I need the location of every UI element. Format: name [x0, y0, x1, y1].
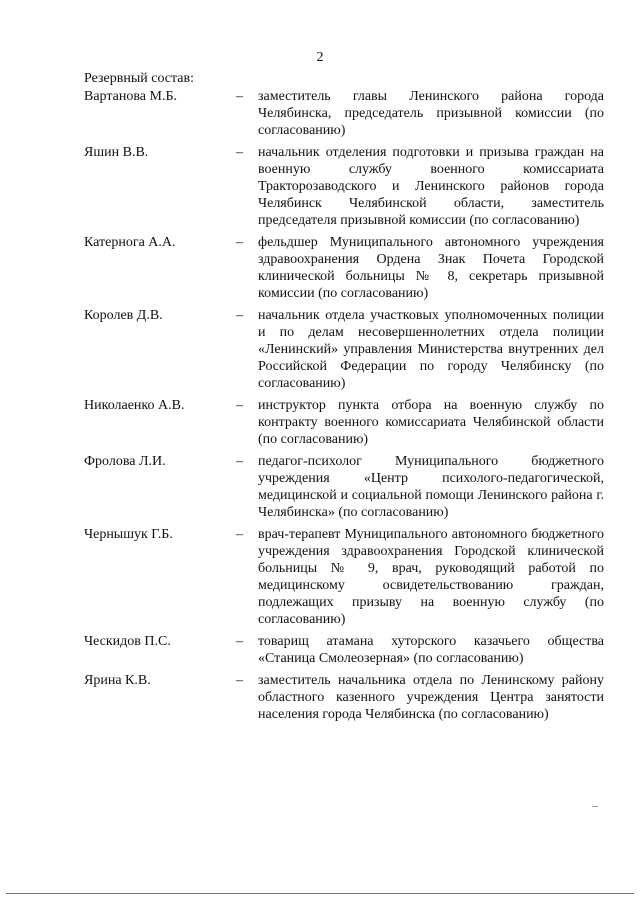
- member-dash: –: [236, 308, 243, 323]
- list-item: [84, 397, 604, 448]
- reserve-title: Резервный состав:: [84, 71, 195, 86]
- member-description: фельдшер Муниципального автономного учреждения здравоохранения Ордена Знак Почета Городской клинической больницы № 8, секретарь призывной комиссии (по согласованию): [258, 235, 604, 301]
- member-name: Фролова Л.И.: [84, 454, 166, 469]
- members-list: [84, 88, 604, 728]
- list-item: [84, 234, 604, 302]
- list-item: [84, 633, 604, 667]
- member-description: начальник отдела участковых уполномоченных полиции и по делам несовершеннолетних отдела полиции «Ленинский» управления Министерства внутренних дел Российской Федерации по городу Челябинску (по согласованию): [258, 308, 604, 391]
- member-description: заместитель начальника отдела по Ленинскому району областного казенного учреждения Центра занятости населения города Челябинска (по согласованию): [258, 673, 604, 722]
- member-name: Ярина К.В.: [84, 673, 151, 688]
- member-dash: –: [236, 634, 243, 649]
- member-description: врач-терапевт Муниципального автономного бюджетного учреждения здравоохранения Городской клинической больницы № 9, врач, руководящий работой по медицинскому освидетельствованию граждан, подлежащих призыву на военную службу (по согласованию): [258, 527, 604, 627]
- member-name: Яшин В.В.: [84, 145, 149, 160]
- member-name: Королев Д.В.: [84, 308, 163, 323]
- member-dash: –: [236, 398, 243, 413]
- list-item: [84, 307, 604, 392]
- member-name: Николаенко А.В.: [84, 398, 185, 413]
- member-name: Чернышук Г.Б.: [84, 527, 173, 542]
- member-description: педагог-психолог Муниципального бюджетного учреждения «Центр психолого-педагогической, медицинской и социальной помощи Ленинского района г. Челябинска» (по согласованию): [258, 454, 604, 520]
- list-item: [84, 144, 604, 229]
- page-number: 2: [316, 50, 324, 65]
- list-item: [84, 526, 604, 628]
- member-dash: –: [236, 673, 243, 688]
- member-dash: –: [236, 527, 243, 542]
- list-item: [84, 672, 604, 723]
- member-dash: –: [236, 89, 243, 104]
- member-dash: –: [236, 235, 243, 250]
- list-item: [84, 88, 604, 139]
- member-description: начальник отделения подготовки и призыва граждан на военную службу военного комиссариата Тракторозаводского и Ленинского районов города Челябинск Челябинской области, заместитель председателя призывной комиссии (по согласованию): [258, 145, 604, 228]
- member-description: товарищ атамана хуторского казачьего общества «Станица Смолеозерная» (по согласованию): [258, 634, 604, 666]
- page-bottom-rule: [6, 893, 634, 894]
- member-description: инструктор пункта отбора на военную службу по контракту военного комиссариата Челябинской области (по согласованию): [258, 398, 604, 447]
- member-name: Ческидов П.С.: [84, 634, 171, 649]
- member-dash: –: [236, 454, 243, 469]
- member-description: заместитель главы Ленинского района города Челябинска, председатель призывной комиссии (по согласованию): [258, 89, 604, 138]
- member-name: Вартанова М.Б.: [84, 89, 177, 104]
- member-dash: –: [236, 145, 243, 160]
- list-item: [84, 453, 604, 521]
- scan-mark: [592, 806, 598, 807]
- member-name: Катернога А.А.: [84, 235, 176, 250]
